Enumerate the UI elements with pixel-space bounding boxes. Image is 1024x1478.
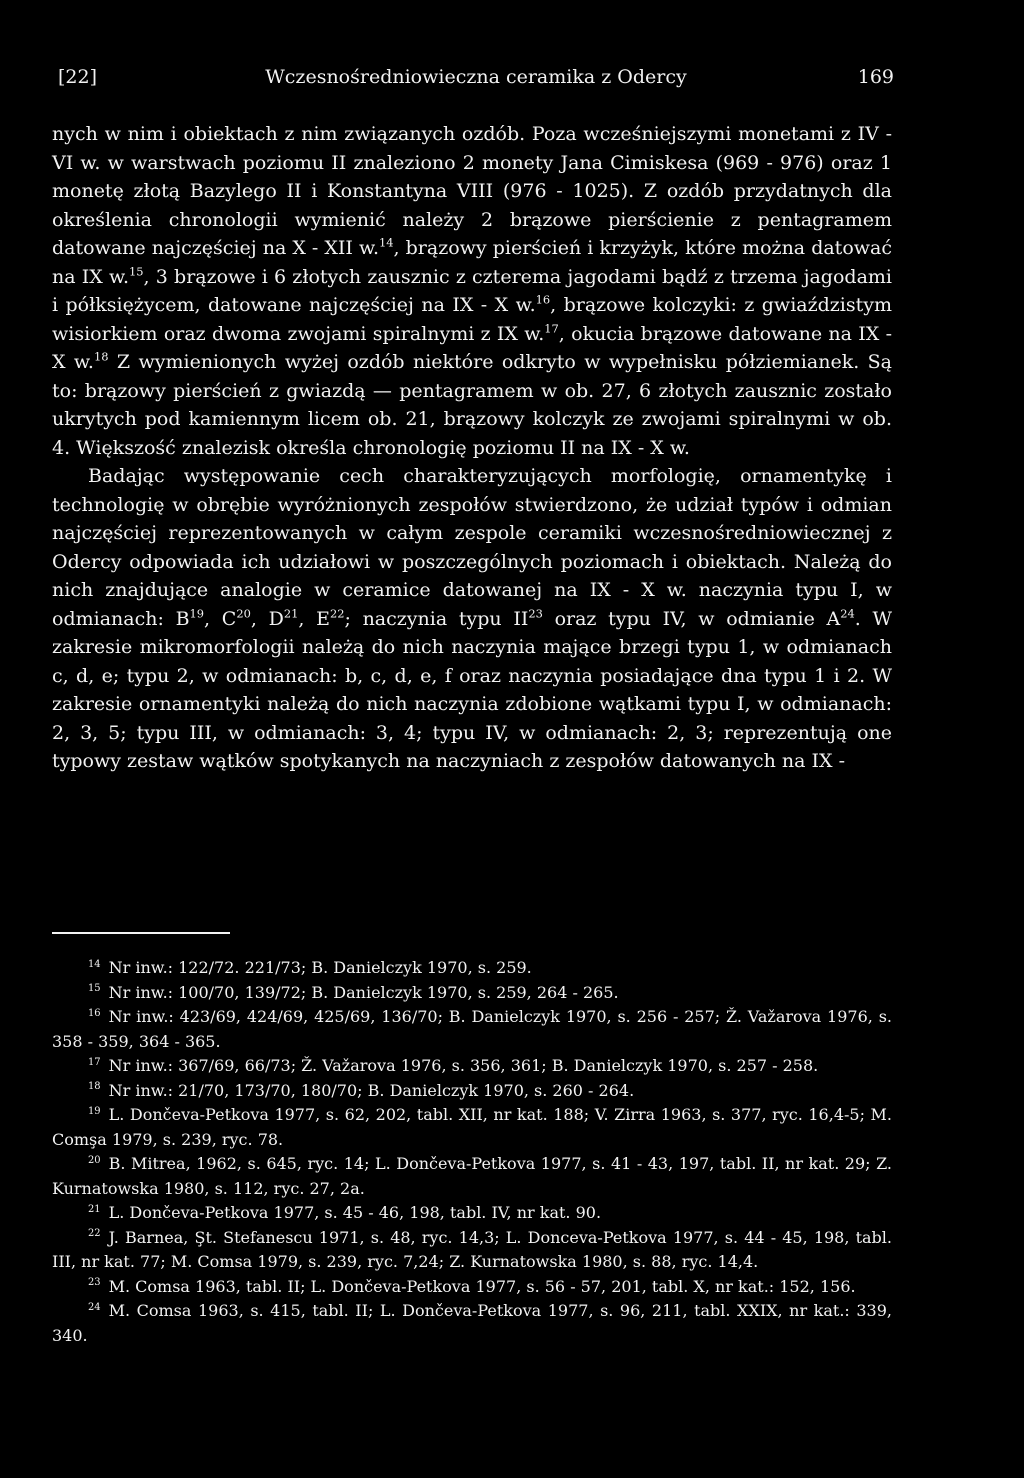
footnote	[52, 1299, 892, 1348]
text-run: . W zakresie mikromorfologii należą do nich naczynia mające brzegi typu 1, w odmianach c, d, e; typu 2, w odmianach: b, c, d, e, f oraz naczynia posiadające dna typu 1 i 2. W zakresie ornamentyki należą do nich naczynia zdobione wątkami typu I, w odmianach: 2, 3, 5; typu III, w odmianach: 3, 4; typu IV, w odmianach: 2, 3; reprezentują one typowy zestaw wątków spotykanych na naczyniach z zespołów datowanych na IX -	[52, 607, 893, 772]
text-run: , brązowy pierścień i krzyżyk, które można datować na IX w.	[52, 237, 892, 288]
footnotes	[52, 956, 892, 1348]
text-run: , C	[204, 607, 237, 630]
footnote-ref: 16	[535, 292, 551, 307]
footnote-divider	[52, 932, 230, 934]
footnote-number: 19	[88, 1105, 101, 1117]
text-run: nych w nim i obiektach z nim związanych ozdób. Poza wcześniejszymi monetami z IV - VI w. w warstwach poziomu II znaleziono 2 monety Jana Cimiskesa (969 - 976) oraz 1 monetę złotą Bazylego II i Konstantyna VIII (976 - 1025). Z ozdób przydatnych dla określenia chronologii wymienić należy 2 brązowe pierścienie z pentagramem datowane najczęściej na X - XII w.	[52, 123, 892, 259]
footnote-number: 18	[88, 1081, 101, 1093]
footnote-ref: 21	[283, 606, 299, 621]
section-number: [22]	[58, 66, 98, 88]
footnote-ref: 20	[236, 606, 251, 621]
footnote-text: Nr inw.: 423/69, 424/69, 425/69, 136/70; B. Danielczyk 1970, s. 256 - 257; Ž. Važarova 1976, s. 358 - 359, 364 - 365.	[52, 1007, 892, 1051]
footnote	[52, 1201, 892, 1226]
text-run: oraz typu IV, w odmianie A	[542, 607, 841, 630]
footnote-text: M. Comsa 1963, s. 415, tabl. II; L. Dončeva-Petkova 1977, s. 96, 211, tabl. XXIX, nr kat.: 339, 340.	[52, 1301, 892, 1345]
text-run: , brązowe kolczyki: z gwiaździstym wisiorkiem oraz dwoma zwojami spiralnymi z IX w.	[52, 294, 892, 345]
footnote-ref: 22	[329, 606, 345, 621]
text-run: , okucia brązowe datowane na IX - X w.	[52, 322, 892, 373]
text-run: Z wymienionych wyżej ozdób niektóre odkryto w wypełnisku półziemianek. Są to: brązowy pierścień z gwiazdą — pentagramem w ob. 27, 6 złotych zausznic zostało ukrytych pod kamiennym licem ob. 21, brązowy kolczyk ze zwojami spiralnymi w ob. 4. Większość znalezisk określa chronologię poziomu II na IX - X w.	[52, 351, 892, 459]
footnote	[52, 1152, 892, 1201]
paragraph-2	[52, 462, 892, 776]
footnote-number: 16	[88, 1007, 101, 1019]
footnote-number: 24	[88, 1301, 101, 1313]
footnote-text: M. Comsa 1963, tabl. II; L. Dončeva-Petkova 1977, s. 56 - 57, 201, tabl. X, nr kat.: 152, 156.	[108, 1276, 856, 1296]
footnote	[52, 1005, 892, 1054]
page-number: 169	[857, 66, 894, 88]
footnote	[52, 1103, 892, 1152]
footnote-ref: 18	[93, 349, 109, 364]
footnote-number: 14	[88, 958, 101, 970]
footnote-text: Nr inw.: 122/72. 221/73; B. Danielczyk 1970, s. 259.	[108, 958, 532, 977]
footnote-text: Nr inw.: 367/69, 66/73; Ž. Važarova 1976, s. 356, 361; B. Danielczyk 1970, s. 257 - 258.	[108, 1056, 819, 1075]
footnote-number: 21	[88, 1203, 101, 1215]
footnote	[52, 956, 892, 981]
footnote-text: B. Mitrea, 1962, s. 645, ryc. 14; L. Dončeva-Petkova 1977, s. 41 - 43, 197, tabl. II, nr kat. 29; Z. Kurnatowska 1980, s. 112, ryc. 27, 2a.	[52, 1154, 892, 1198]
footnote	[52, 1226, 892, 1275]
footnote-number: 20	[88, 1154, 101, 1166]
footnote-number: 15	[88, 983, 101, 995]
footnote-number: 22	[88, 1228, 101, 1240]
footnote-ref: 17	[544, 321, 559, 336]
footnote-text: Nr inw.: 21/70, 173/70, 180/70; B. Danielczyk 1970, s. 260 - 264.	[108, 1080, 635, 1100]
text-run: Badając występowanie cech charakteryzujących morfologię, ornamentykę i technologię w obrębie wyróżnionych zespołów stwierdzono, że udział typów i odmian najczęściej reprezentowanych w całym zespole ceramiki wczesnośredniowiecznej z Odercy odpowiada ich udziałowi w poszczególnych poziomach i obiektach. Należą do nich znajdujące analogie w ceramice datowanej na IX - X w. naczynia typu I, w odmianach: B	[52, 465, 892, 630]
footnote	[52, 1054, 892, 1079]
footnote	[52, 981, 892, 1006]
running-title: Wczesnośredniowieczna ceramika z Odercy	[265, 66, 687, 88]
footnote-ref: 14	[379, 235, 394, 250]
footnote-ref: 15	[129, 264, 144, 279]
text-run: , D	[250, 607, 284, 630]
footnote-number: 23	[88, 1277, 101, 1289]
footnote-number: 17	[88, 1056, 101, 1068]
footnote-ref: 19	[189, 606, 205, 621]
footnote-text: Nr inw.: 100/70, 139/72; B. Danielczyk 1970, s. 259, 264 - 265.	[108, 982, 619, 1002]
text-run: , 3 brązowe i 6 złotych zausznic z czterema jagodami bądź z trzema jagodami i półksiężycem, datowane najczęściej na IX - X w.	[52, 265, 892, 316]
text-run: ; naczynia typu II	[344, 607, 529, 630]
text-run: , E	[298, 607, 330, 630]
running-header	[58, 62, 894, 92]
footnote-ref: 23	[528, 606, 543, 621]
main-text	[52, 120, 892, 776]
footnote-text: L. Dončeva-Petkova 1977, s. 45 - 46, 198, tabl. IV, nr kat. 90.	[108, 1203, 602, 1222]
footnote-ref: 24	[840, 606, 855, 621]
footnote-text: L. Dončeva-Petkova 1977, s. 62, 202, tabl. XII, nr kat. 188; V. Zirra 1963, s. 377, ryc. 16,4-5; M. Comşa 1979, s. 239, ryc. 78.	[52, 1105, 892, 1149]
paragraph-1	[52, 120, 892, 462]
footnote-text: J. Barnea, Şt. Stefanescu 1971, s. 48, ryc. 14,3; L. Donceva-Petkova 1977, s. 44 - 45, 198, tabl. III, nr kat. 77; M. Comsa 1979, s. 239, ryc. 7,24; Z. Kurnatowska 1980, s. 88, ryc. 14,4.	[52, 1227, 892, 1271]
footnote	[52, 1275, 892, 1300]
footnote	[52, 1079, 892, 1104]
